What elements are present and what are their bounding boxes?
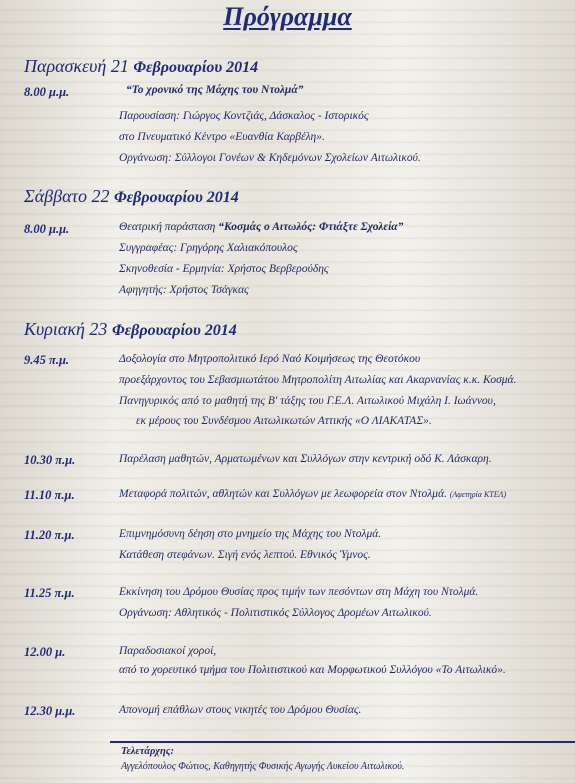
- event-line: Συγγραφέας: Γρηγόρης Χαλιακόπουλος: [119, 242, 298, 254]
- event-line: προεξάρχοντος του Σεβασμιωτάτου Μητροπολίτη Αιτωλίας και Ακαρνανίας κ.κ. Κοσμά.: [119, 374, 517, 386]
- event-time: 8.00 μ.μ.: [24, 222, 70, 236]
- footer-label: Τελετάρχης:: [121, 746, 174, 757]
- event-line: Δοξολογία στο Μητροπολιτικό Ιερό Ναό Κοιμήσεως της Θεοτόκου: [119, 353, 421, 365]
- event-line: Πανηγυρικός από το μαθητή της Β' τάξης του Γ.Ε.Λ. Αιτωλικού Μιχάλη Ι. Ιωάννου,: [119, 395, 496, 407]
- event-line: εκ μέρους του Συνδέσμου Αιτωλικωτών Αττικής «Ο ΛΙΑΚΑΤΑΣ».: [136, 415, 432, 427]
- event-line: Κατάθεση στεφάνων. Σιγή ενός λεπτού. Εθνικός Ύμνος.: [119, 549, 371, 561]
- event-line: από το χορευτικό τμήμα του Πολιτιστικού και Μορφωτικού Συλλόγου «Το Αιτωλικό».: [119, 664, 506, 676]
- event-line: Παραδοσιακοί χοροί,: [119, 645, 217, 657]
- event-title: “Κοσμάς ο Αιτωλός: Φτιάξτε Σχολεία”: [218, 221, 404, 233]
- event-time: 11.10 π.μ.: [24, 488, 75, 502]
- event-line: Οργάνωση: Αθλητικός - Πολιτιστικός Σύλλογος Δρομέων Αιτωλικού.: [119, 607, 432, 619]
- event-line: στο Πνευματικό Κέντρο «Ευανθία Καρβέλη».: [119, 131, 325, 143]
- day-label: Σάββατο 22: [24, 186, 110, 206]
- event-time: 12.30 μ.μ.: [24, 704, 76, 718]
- event-time: 11.25 π.μ.: [24, 586, 75, 600]
- event-line: [119, 488, 567, 500]
- day-label: Κυριακή 23: [24, 319, 108, 339]
- event-title: “Το χρονικό της Μάχης του Ντολμά”: [126, 84, 304, 96]
- event-time: 10.30 π.μ.: [24, 453, 76, 467]
- footer-divider: [110, 741, 575, 743]
- event-line: Οργάνωση: Σύλλογοι Γονέων & Κηδεμόνων Σχολείων Αιτωλικού.: [119, 152, 421, 164]
- event-note: (Αφετηρία ΚΤΕΛ): [449, 490, 507, 499]
- event-line: Παρουσίαση: Γιώργος Κοντζιάς, Δάσκαλος - Ιστορικός: [119, 110, 369, 122]
- event-line: Σκηνοθεσία - Ερμηνία: Χρήστος Βερβερούδης: [119, 263, 329, 275]
- event-text: Μεταφορά πολιτών, αθλητών και Συλλόγων με λεωφορεία στον Ντολμά.: [119, 488, 447, 500]
- event-line: Απονομή επάθλων στους νικητές του Δρόμου Θυσίας.: [119, 704, 362, 716]
- day-heading-saturday: [24, 186, 239, 207]
- event-time: 8.00 μ.μ.: [24, 85, 70, 99]
- day-label: Παρασκευή 21: [24, 56, 129, 76]
- day-month: Φεβρουαρίου 2014: [133, 59, 259, 76]
- event-time: 12.00 μ.: [24, 645, 66, 659]
- event-line: Παρέλαση μαθητών, Αρματωμένων και Συλλόγων στην κεντρική οδό Κ. Λάσκαρη.: [119, 453, 492, 465]
- event-line: Εκκίνηση του Δρόμου Θυσίας προς τιμήν των πεσόντων στη Μάχη του Ντολμά.: [119, 586, 479, 598]
- day-month: Φεβρουαρίου 2014: [111, 322, 237, 339]
- event-line: [119, 221, 567, 233]
- day-heading-sunday: [24, 319, 237, 340]
- event-time: 11.20 π.μ.: [24, 528, 75, 542]
- day-month: Φεβρουαρίου 2014: [113, 189, 239, 206]
- page-title: Πρόγραμμα: [223, 2, 352, 31]
- event-time: 9.45 π.μ.: [24, 353, 70, 367]
- event-type: Θεατρική παράσταση: [119, 221, 216, 233]
- event-line: Αφηγητής: Χρήστος Τσάγκας: [119, 284, 249, 296]
- event-line: Επιμνημόσυνη δέηση στο μνημείο της Μάχης του Ντολμά.: [119, 528, 382, 540]
- day-heading-friday: [24, 56, 258, 77]
- footer-text: Αγγελόπουλος Φώτιος, Καθηγητής Φυσικής Αγωγής Λυκείου Αιτωλικού.: [121, 761, 405, 772]
